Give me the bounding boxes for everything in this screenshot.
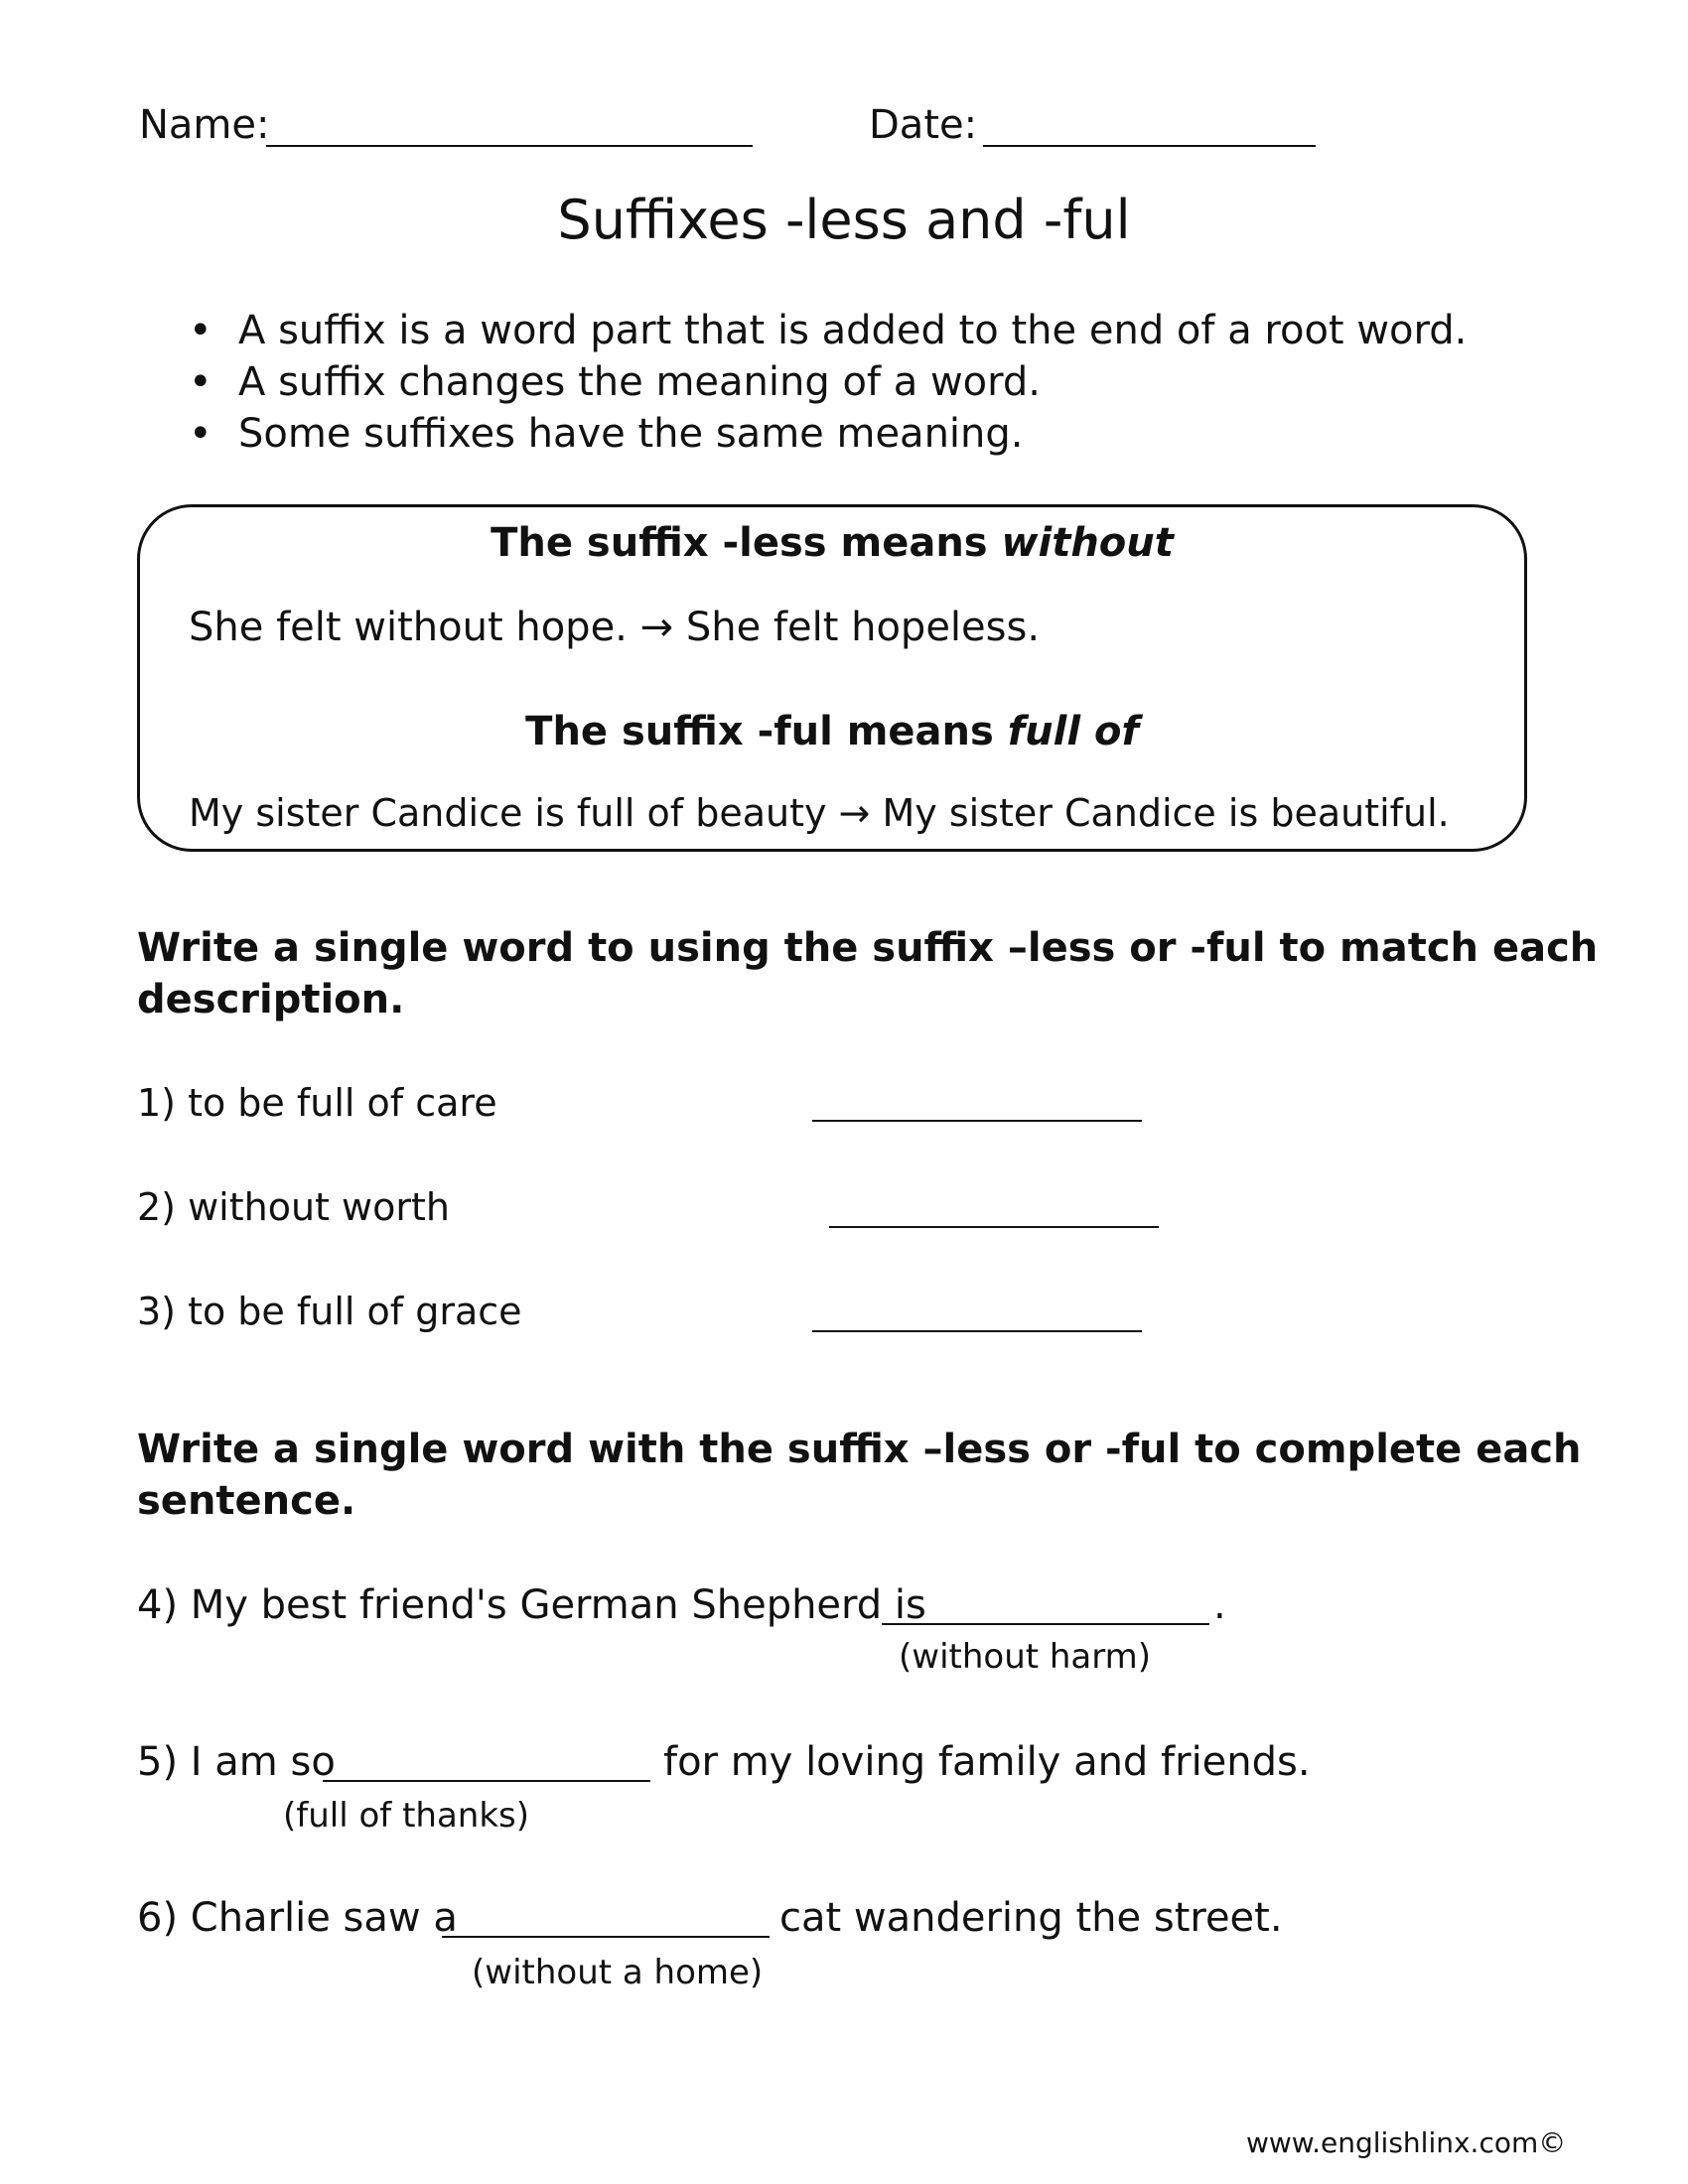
- section1-instruction-line2: description.: [137, 977, 405, 1023]
- question-4-hint: (without harm): [899, 1637, 1152, 1677]
- less-example: She felt without hope. → She felt hopeless.: [189, 605, 1041, 650]
- answer-3-blank[interactable]: [812, 1330, 1142, 1332]
- ful-rule-emphasis: full of: [1007, 709, 1139, 754]
- name-label: Name:: [139, 102, 270, 148]
- answer-5-blank[interactable]: [323, 1780, 650, 1782]
- list-item: • A suffix is a word part that is added to the end of a root word.: [189, 305, 1467, 356]
- question-6-hint: (without a home): [472, 1953, 764, 1992]
- question-6-end: cat wandering the street.: [779, 1895, 1283, 1941]
- section2-instruction-line2: sentence.: [137, 1478, 356, 1524]
- ful-rule-heading: [137, 709, 1527, 754]
- question-5-hint: (full of thanks): [283, 1796, 529, 1836]
- page-title: Suffixes -less and -ful: [557, 189, 1131, 251]
- answer-1-blank[interactable]: [812, 1120, 1142, 1122]
- question-5-end: for my loving family and friends.: [663, 1739, 1311, 1785]
- date-label: Date:: [869, 102, 978, 148]
- question-6-text: 6) Charlie saw a: [137, 1895, 458, 1941]
- date-field[interactable]: [983, 145, 1316, 147]
- question-3-text: 3) to be full of grace: [137, 1290, 522, 1333]
- answer-6-blank[interactable]: [442, 1936, 770, 1938]
- less-rule-prefix: The suffix -less means: [491, 520, 988, 566]
- section1-instruction-line1: Write a single word to using the suffix –less or -ful to match each: [137, 925, 1599, 971]
- question-4-end: .: [1213, 1582, 1226, 1628]
- ful-example: My sister Candice is full of beauty → My sister Candice is beautiful.: [189, 791, 1450, 835]
- less-rule-emphasis: without: [1001, 520, 1174, 566]
- intro-bullet-list: [189, 305, 1467, 460]
- section2-instruction-line1: Write a single word with the suffix –less or -ful to complete each: [137, 1427, 1582, 1472]
- question-5-text: 5) I am so: [137, 1739, 336, 1785]
- less-rule-heading: [137, 520, 1527, 566]
- name-field[interactable]: [266, 145, 753, 147]
- ful-rule-prefix: The suffix -ful means: [525, 709, 994, 754]
- question-4-text: 4) My best friend's German Shepherd is: [137, 1582, 926, 1628]
- question-2-text: 2) without worth: [137, 1185, 450, 1229]
- list-item: • Some suffixes have the same meaning.: [189, 408, 1467, 460]
- list-item: • A suffix changes the meaning of a word.: [189, 356, 1467, 408]
- answer-4-blank[interactable]: [882, 1623, 1209, 1625]
- site-url: www.englishlinx.com©: [1246, 2126, 1567, 2159]
- question-1-text: 1) to be full of care: [137, 1081, 497, 1125]
- answer-2-blank[interactable]: [829, 1226, 1159, 1228]
